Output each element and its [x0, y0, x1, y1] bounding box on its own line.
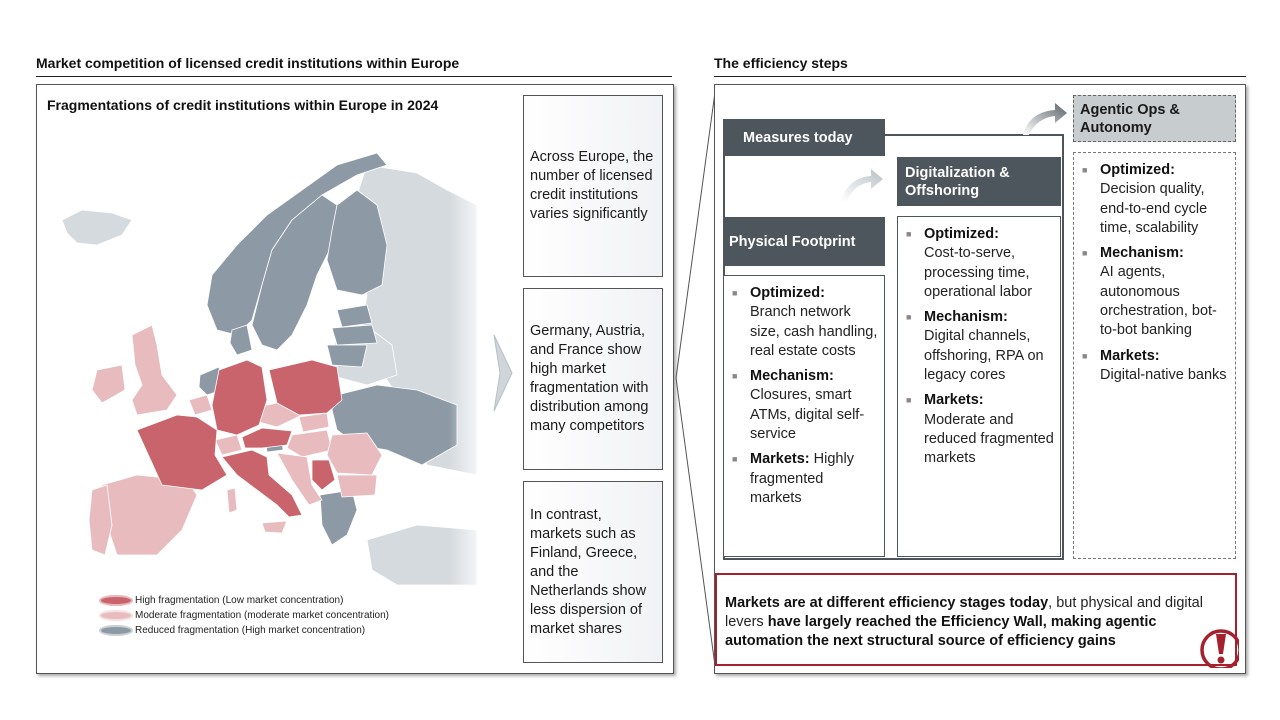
curved-arrow-icon — [1019, 99, 1071, 139]
exclamation-icon — [1197, 626, 1239, 668]
bullet-item: ■ Mechanism: Closures, smart ATMs, digital self-service — [732, 367, 878, 444]
step-physical-footprint-box — [723, 275, 885, 557]
bullet-item: ■ Optimized: Cost-to-serve, processing time, operational labor — [906, 225, 1054, 302]
map-title: Fragmentations of credit institutions within Europe in 2024 — [47, 97, 439, 113]
bullet-square-icon: ■ — [732, 371, 738, 382]
map-region-sicily — [262, 521, 287, 533]
curved-arrow-icon — [837, 165, 887, 205]
map-region-ireland — [92, 365, 125, 403]
map-region-portugal — [89, 485, 112, 555]
step-agentic-box — [1073, 152, 1236, 559]
bullet-item: ■ Optimized: Decision quality, end-to-end cycle time, scalability — [1082, 161, 1229, 238]
insight-text-3: In contrast, markets such as Finland, Greece, and the Netherlands show less dispersion of market shares — [530, 506, 647, 637]
map-region-sardinia — [227, 488, 237, 513]
bullet-item: ■ Markets: Highly fragmented markets — [732, 450, 878, 508]
legend-item-moderate — [99, 608, 389, 623]
left-section-title: Market competition of licensed credit institutions within Europe — [36, 55, 460, 71]
efficiency-steps-panel — [714, 84, 1246, 674]
insight-box-2 — [523, 288, 663, 470]
insight-text-2: Germany, Austria, and France show high market fragmentation with distribution among many competitors — [530, 323, 649, 434]
legend-label-moderate: Moderate fragmentation (moderate market concentration) — [135, 610, 390, 621]
legend-label-reduced: Reduced fragmentation (High market concentration) — [135, 625, 366, 636]
bullet-square-icon: ■ — [906, 229, 912, 239]
bullet-item: ■ Markets: Digital-native banks — [1082, 347, 1229, 386]
measures-today-label: Measures today — [723, 119, 885, 156]
chevron-right-icon — [492, 333, 516, 413]
map-region-belgium — [189, 395, 212, 415]
right-section-rule — [714, 76, 1246, 77]
bullet-item: ■ Markets: Moderate and reduced fragmented markets — [906, 391, 1054, 468]
bullet-square-icon: ■ — [1082, 350, 1088, 361]
bullet-square-icon: ■ — [906, 312, 912, 323]
right-section-title: The efficiency steps — [714, 55, 848, 71]
map-panel — [36, 84, 674, 674]
step-digitalization-header: Digitalization & Offshoring — [897, 157, 1061, 206]
europe-fragmentation-map — [37, 145, 487, 585]
map-region-austria — [242, 428, 292, 448]
bullet-square-icon: ■ — [906, 395, 912, 406]
step-digitalization-box — [897, 216, 1061, 557]
legend-swatch-moderate-icon — [99, 610, 133, 621]
map-region-hungary — [287, 430, 332, 457]
insight-text-1: Across Europe, the number of licensed credit institutions varies significantly — [530, 149, 654, 222]
map-region-slovakia — [299, 413, 329, 432]
map-region-iceland — [62, 210, 132, 245]
map-region-serbia — [312, 460, 335, 490]
map-region-uk — [132, 325, 177, 415]
bullet-square-icon: ■ — [732, 288, 738, 298]
legend-item-reduced — [99, 623, 389, 638]
bullet-square-icon: ■ — [732, 454, 738, 465]
insight-box-3 — [523, 481, 663, 663]
step-agentic-header: Agentic Ops & Autonomy — [1073, 95, 1236, 142]
bullet-item: ■ Mechanism: AI agents, autonomous orchestration, bot-to-bot banking — [1082, 244, 1229, 340]
insight-box-1 — [523, 95, 663, 277]
map-region-germany — [212, 360, 267, 435]
bullet-square-icon: ■ — [1082, 248, 1088, 259]
left-section-rule — [36, 76, 672, 77]
efficiency-wall-callout: Markets are at different efficiency stages today, but physical and digital levers have largely reached the Efficiency Wall, making agentic automation the next structural source of efficiency gains — [715, 573, 1237, 666]
map-region-denmark — [230, 325, 252, 355]
legend-label-high: High fragmentation (Low market concentration) — [135, 595, 344, 606]
legend-swatch-high-icon — [99, 595, 133, 606]
bullet-item: ■ Mechanism: Digital channels, offshoring, RPA on legacy cores — [906, 308, 1054, 385]
legend-item-high — [99, 593, 389, 608]
map-legend — [99, 593, 389, 638]
legend-swatch-reduced-icon — [99, 625, 133, 636]
bullet-item: ■ Optimized: Branch network size, cash handling, real estate costs — [732, 284, 878, 361]
step-physical-footprint-header: Physical Footprint — [723, 217, 885, 266]
bullet-square-icon: ■ — [1082, 165, 1088, 175]
map-region-switzerland — [215, 435, 242, 455]
